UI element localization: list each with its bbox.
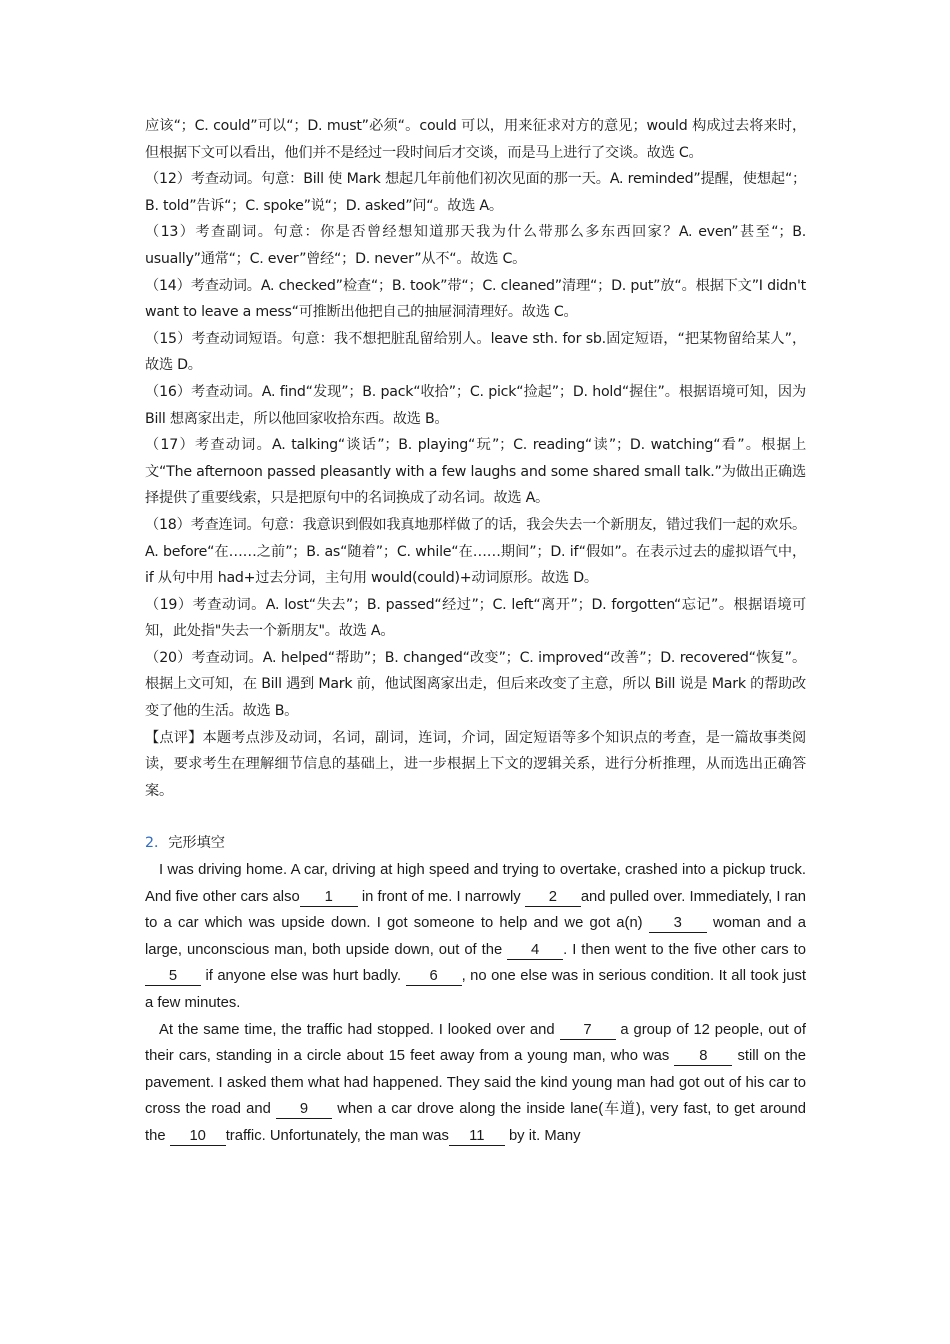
analysis-item-19: （19）考查动词。A. lost“失去”；B. passed“经过”；C. left“离开”；D. forgotten“忘记”。根据语境可知，此处指"失去一个新朋友"。故选 A。 bbox=[145, 596, 806, 640]
cloze-text: if anyone else was hurt badly. bbox=[201, 968, 406, 985]
analysis-item-14: （14）考查动词。A. checked”检查“；B. took”带“；C. cleaned”清理“；D. put”放“。根据下文”I didn't want to leave a mess“可推断出他把自己的抽屉洞清理好。故选 C。 bbox=[145, 277, 806, 321]
analysis-item-20: （20）考查动词。A. helped“帮助”；B. changed“改变”；C. improved“改善”；D. recovered“恢复”。根据上文可知，在 Bill 遇到 Mark 前，他试图离家出走，但后来改变了主意，所以 Bill 说是 Mark 的帮助改变了他的生活。故选 B。 bbox=[145, 649, 806, 720]
analysis-comment: 【点评】本题考点涉及动词，名词，副词，连词，介词，固定短语等多个知识点的考查，是一篇故事类阅读，要求考生在理解细节信息的基础上，进一步根据上下文的逻辑关系，进行分析推理，从而选出正确答案。 bbox=[145, 729, 806, 799]
cloze-blank-4: 4 bbox=[507, 941, 563, 960]
cloze-text: and pulled over. Immediately, I ran to a car which was upside down. I got someone to help and we got a(n) bbox=[145, 888, 807, 932]
question-number: 2． bbox=[145, 835, 169, 852]
cloze-text: At the same time, the traffic had stopped. I looked over and bbox=[159, 1021, 560, 1038]
cloze-blank-2: 2 bbox=[525, 888, 581, 907]
cloze-paragraph-1 bbox=[145, 857, 806, 1017]
analysis-item-18: （18）考查连词。句意：我意识到假如我真地那样做了的话，我会失去一个新朋友，错过我们一起的欢乐。A. before“在……之前”；B. as“随着”；C. while“在……期间”；D. if“假如”。在表示过去的虚拟语气中，if 从句中用 had+过去分词，主句用 would(could)+动词原形。故选 D。 bbox=[145, 516, 806, 587]
cloze-text: a group of 12 people, out of their cars, standing in a circle about 15 feet away from a young man, who was bbox=[145, 1021, 806, 1065]
document-page bbox=[145, 113, 806, 1150]
cloze-blank-11: 11 bbox=[449, 1127, 505, 1146]
section-gap bbox=[145, 804, 806, 830]
cloze-blank-5: 5 bbox=[145, 967, 201, 986]
cloze-text: when a car drove along the inside lane(车道), very fast, to get around the bbox=[145, 1101, 806, 1144]
question-title: 完形填空 bbox=[168, 835, 225, 852]
cloze-text: traffic. Unfortunately, the man was bbox=[225, 1127, 449, 1144]
analysis-item-15: （15）考查动词短语。句意：我不想把脏乱留给别人。leave sth. for sb.固定短语，“把某物留给某人”，故选 D。 bbox=[145, 330, 806, 374]
analysis-item-13: （13）考查副词。句意：你是否曾经想知道那天我为什么带那么多东西回家？A. even”甚至“；B. usually”通常“；C. ever”曾经“；D. never”从不“。故选 C。 bbox=[145, 224, 806, 267]
cloze-blank-7: 7 bbox=[560, 1021, 616, 1040]
cloze-text: still on the pavement. I asked them what had happened. They said the kind young man had got out of his car to cross the road and bbox=[145, 1048, 806, 1118]
cloze-blank-1: 1 bbox=[300, 888, 358, 907]
question-heading bbox=[145, 830, 806, 857]
cloze-blank-6: 6 bbox=[406, 967, 462, 986]
analysis-item-16: （16）考查动词。A. find“发现”；B. pack“收拾”；C. pick“捡起”；D. hold“握住”。根据语境可知，因为 Bill 想离家出走，所以他回家收拾东西。故选 B。 bbox=[145, 383, 806, 427]
cloze-text: . I then went to the five other cars to bbox=[563, 941, 806, 958]
cloze-text: by it. Many bbox=[504, 1127, 581, 1144]
cloze-paragraph-2 bbox=[145, 1017, 806, 1150]
cloze-text: woman and a large, unconscious man, both upside down, out of the bbox=[145, 915, 806, 958]
cloze-text: I was driving home. A car, driving at high speed and trying to overtake, crashed into a pickup truck. And five other cars also bbox=[145, 862, 806, 905]
analysis-item-12: （12）考查动词。句意：Bill 使 Mark 想起几年前他们初次见面的那一天。A. reminded”提醒，使想起“；B. told”告诉“；C. spoke”说“；D. asked”问“。故选 A。 bbox=[145, 171, 806, 214]
analysis-continuation: 应该“；C. could”可以“；D. must”必须“。could 可以，用来征求对方的意见；would 构成过去将来时，但根据下文可以看出，他们并不是经过一段时间后才交谈，而是马上进行了交谈。故选 C。 bbox=[145, 118, 806, 161]
cloze-blank-3: 3 bbox=[649, 914, 707, 933]
cloze-text: , no one else was in serious condition. It all took just a few minutes. bbox=[145, 968, 806, 1011]
cloze-blank-9: 9 bbox=[276, 1100, 332, 1119]
cloze-text: in front of me. I narrowly bbox=[357, 888, 525, 905]
cloze-blank-8: 8 bbox=[674, 1047, 732, 1066]
analysis-item-17: （17）考查动词。A. talking“谈话”；B. playing“玩”；C. reading“读”；D. watching“看”。根据上文“The afternoon passed pleasantly with a few laughs and some shared small talk.”为做出正确选择提供了重要线索，只是把原句中的名词换成了动名词。故选 A。 bbox=[145, 437, 806, 507]
cloze-blank-10: 10 bbox=[170, 1127, 226, 1146]
